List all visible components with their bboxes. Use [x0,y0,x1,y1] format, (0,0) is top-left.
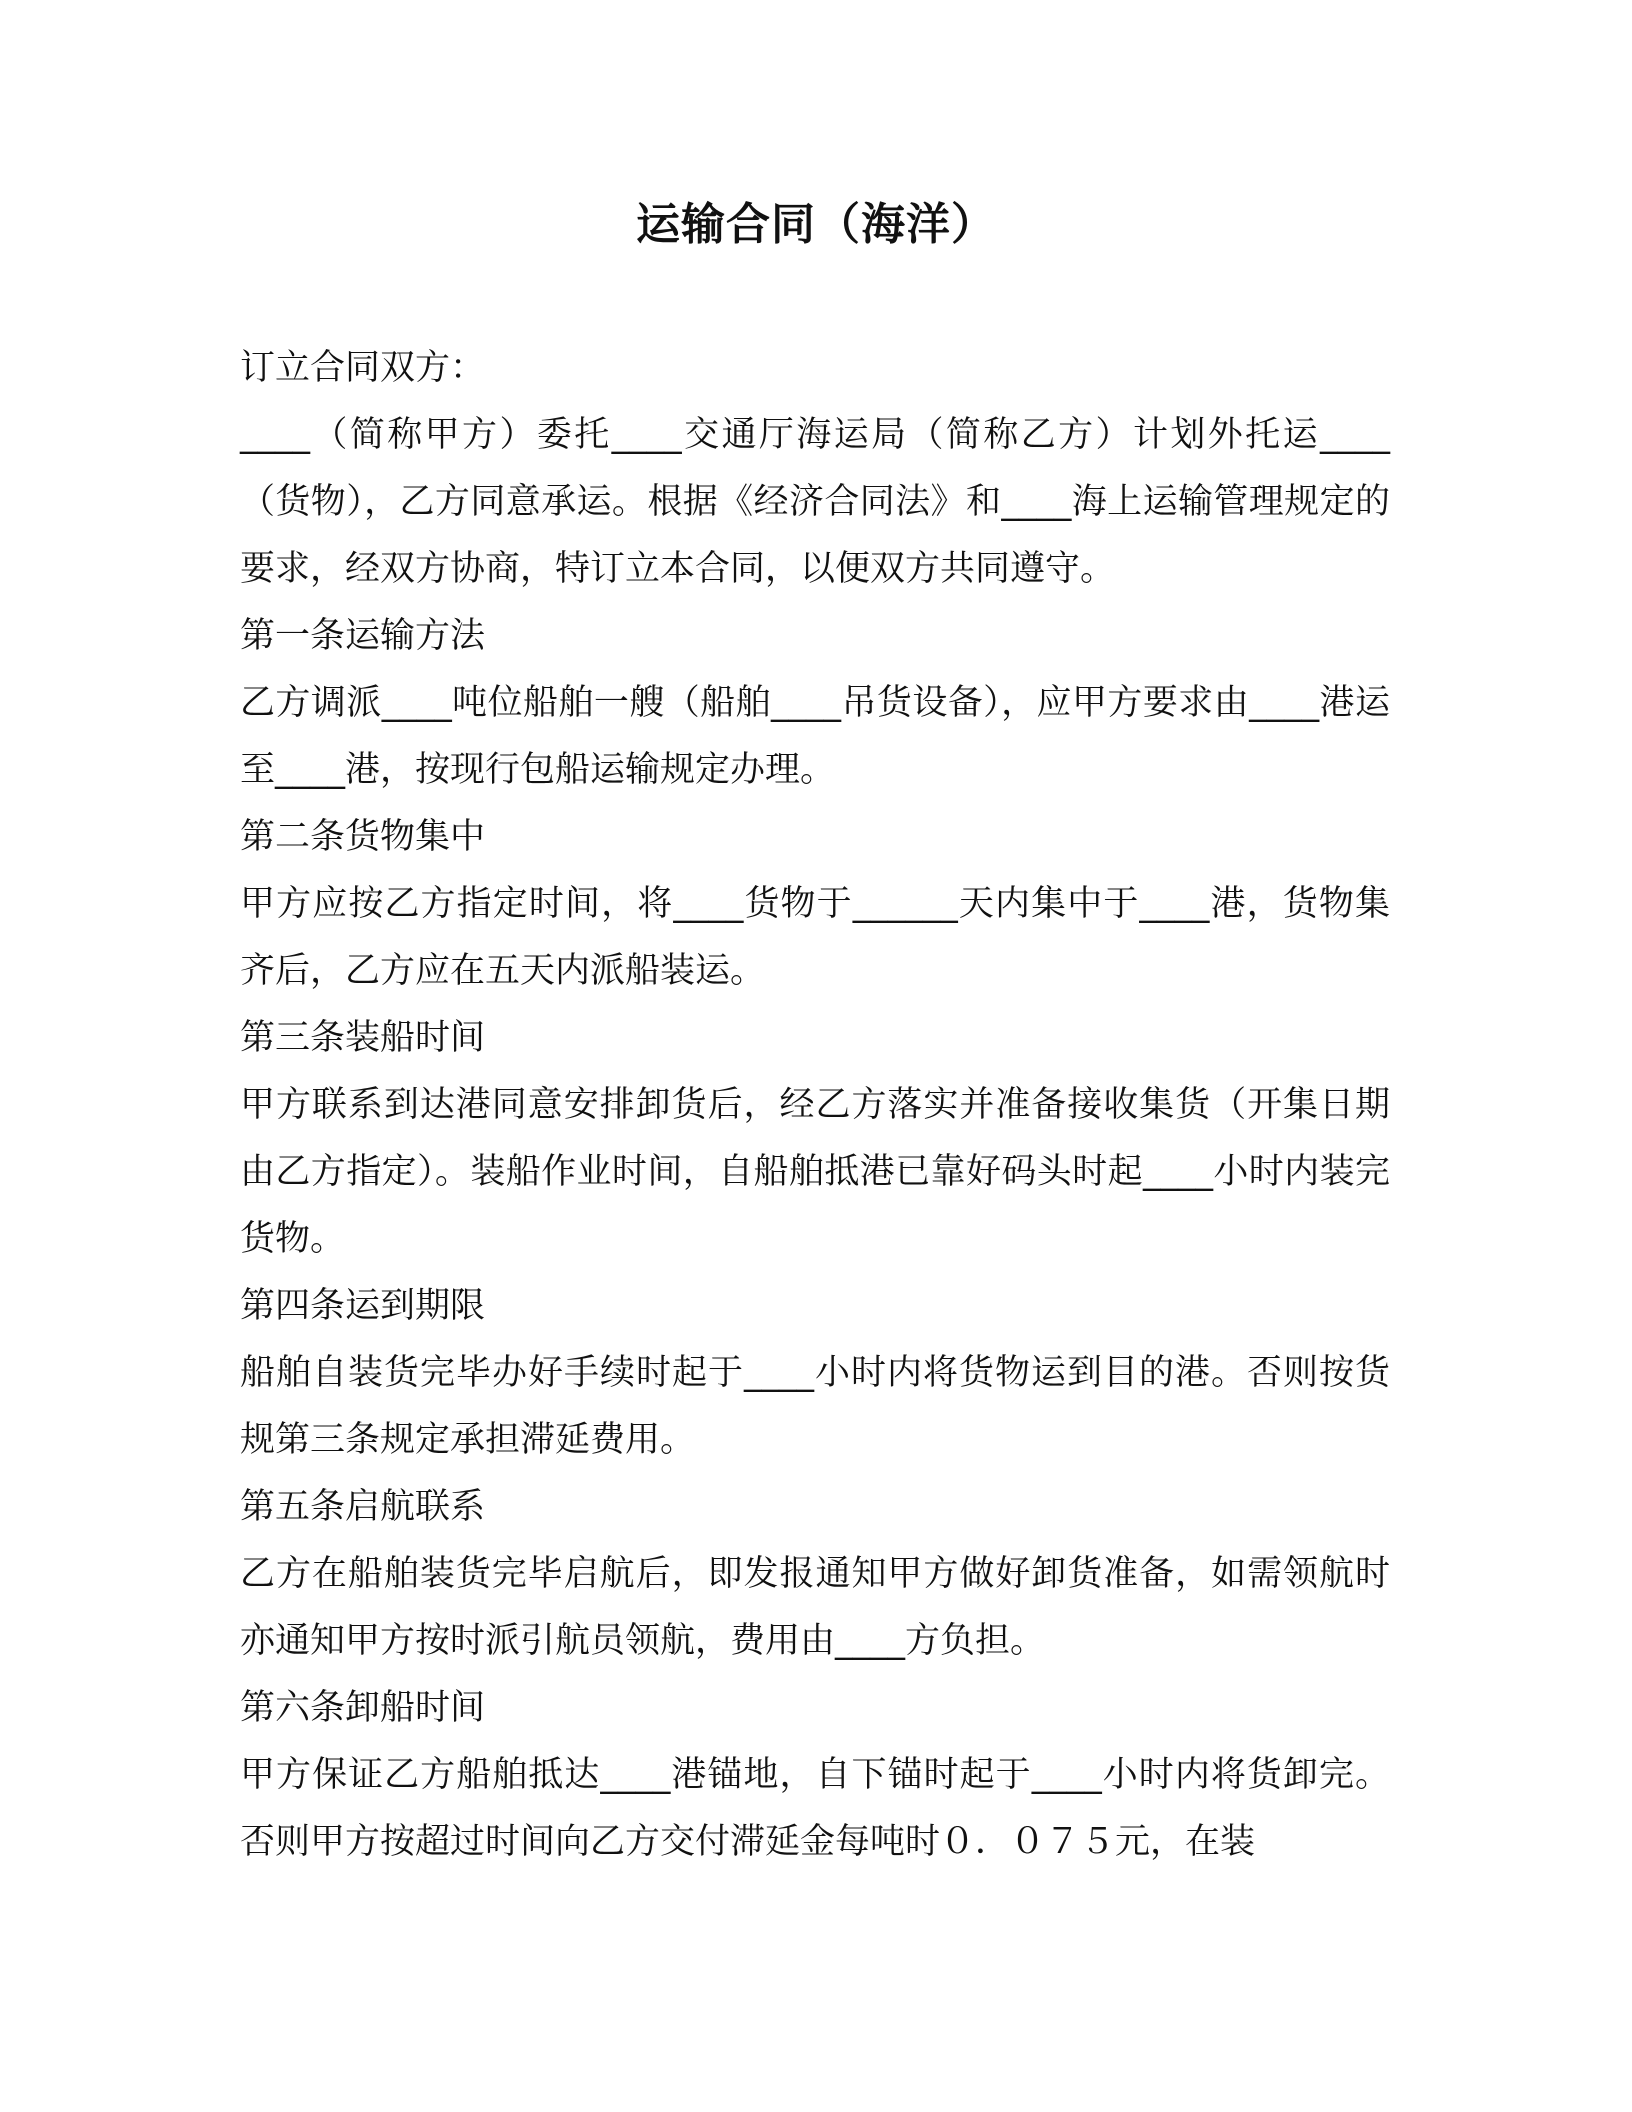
document-body [240,335,1390,1876]
article-4-heading: 第四条运到期限 [240,1286,486,1326]
article-2-heading: 第二条货物集中 [240,817,486,857]
article-3-text: 甲方联系到达港同意安排卸货后，经乙方落实并准备接收集货（开集日期由乙方指定）。装船作业时间，自船舶抵港已靠好码头时起____小时内装完货物。 [240,1085,1390,1259]
preamble-paragraph: ____（简称甲方）委托____交通厅海运局（简称乙方）计划外托运____（货物），乙方同意承运。根据《经济合同法》和____海上运输管理规定的要求，经双方协商，特订立本合同，以便双方共同遵守。 [240,415,1390,589]
article-4-text: 船舶自装货完毕办好手续时起于____小时内将货物运到目的港。否则按货规第三条规定承担滞延费用。 [240,1353,1390,1460]
article-6-text: 甲方保证乙方船舶抵达____港锚地，自下锚时起于____小时内将货卸完。否则甲方按超过时间向乙方交付滞延金每吨时０．０７５元，在装 [240,1755,1390,1862]
parties-heading: 订立合同双方： [240,348,486,388]
article-5-heading: 第五条启航联系 [240,1487,486,1527]
article-5-text: 乙方在船舶装货完毕启航后，即发报通知甲方做好卸货准备，如需领航时亦通知甲方按时派引航员领航，费用由____方负担。 [240,1554,1390,1661]
article-2-text: 甲方应按乙方指定时间，将____货物于______天内集中于____港，货物集齐后，乙方应在五天内派船装运。 [240,884,1390,991]
article-1-heading: 第一条运输方法 [240,616,486,656]
document-title: 运输合同（海洋） [636,199,996,250]
article-1-text: 乙方调派____吨位船舶一艘（船舶____吊货设备），应甲方要求由____港运至____港，按现行包船运输规定办理。 [240,683,1390,790]
article-3-heading: 第三条装船时间 [240,1018,486,1058]
article-6-heading: 第六条卸船时间 [240,1688,486,1728]
